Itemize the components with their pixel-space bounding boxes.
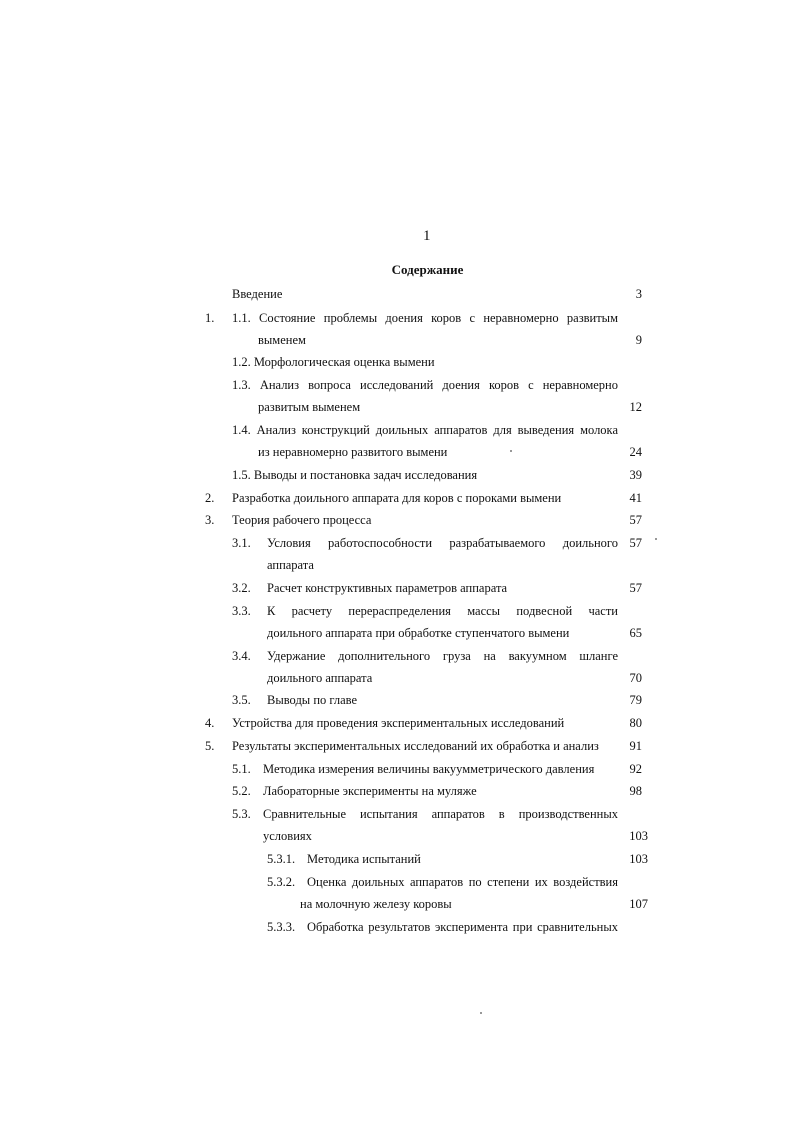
toc-entry-num: 3.5. <box>232 693 251 707</box>
toc-entry-text: Результаты экспериментальных исследований их обработка и анализ <box>232 739 599 753</box>
toc-entry-text: Условия работоспособности разрабатываемого доильного <box>267 536 618 550</box>
toc-entry-text: 1.1. Состояние проблемы доения коров с неравномерно развитым <box>232 311 618 325</box>
toc-entry-num: 2. <box>205 491 215 505</box>
toc-entry-num: 5. <box>205 739 215 753</box>
toc-entry-num: 4. <box>205 716 215 730</box>
toc-entry-text: 1.4. Анализ конструкций доильных аппаратов для выведения молока <box>232 423 618 437</box>
toc-entry-text: Методика измерения величины вакуумметрического давления <box>263 762 595 776</box>
toc-entry-text: Расчет конструктивных параметров аппарата <box>267 581 508 595</box>
toc-entry-text: Удержание дополнительного груза на вакуумном шланге <box>267 649 618 663</box>
toc-entry-page: 80 <box>629 716 642 730</box>
toc-entry-text: Лабораторные эксперименты на муляже <box>263 784 477 798</box>
toc-entry-cont: условиях <box>263 829 312 843</box>
toc-entry-text: К расчету перераспределения массы подвесной части <box>267 604 618 618</box>
scan-speck <box>480 1012 482 1014</box>
toc-entry-text: 1.2. Морфологическая оценка вымени <box>232 355 435 369</box>
toc-entry-page: 65 <box>629 626 642 640</box>
toc-entry-num: 3.1. <box>232 536 251 550</box>
toc-entry-text: Обработка результатов эксперимента при сравнительных <box>307 920 618 934</box>
scan-speck <box>510 450 512 452</box>
toc-entry-page: 91 <box>629 739 642 753</box>
toc-entry-cont: аппарата <box>267 558 314 572</box>
toc-entry-page: 103 <box>629 829 648 843</box>
toc-entry-page: 12 <box>629 400 642 414</box>
toc-entry-num: 5.3.1. <box>267 852 296 866</box>
toc-entry-num: 3. <box>205 513 215 527</box>
toc-entry-page: 57 <box>629 581 642 595</box>
toc-entry-page: 57 <box>629 536 642 550</box>
toc-entry-page: 107 <box>629 897 648 911</box>
toc-entry-text: Разработка доильного аппарата для коров с пороками вымени <box>232 491 562 505</box>
toc-entry-cont: на молочную железу коровы <box>300 897 452 911</box>
toc-entry-page: 39 <box>629 468 642 482</box>
toc-entry-num: 5.2. <box>232 784 251 798</box>
toc-entry-num: 5.3. <box>232 807 251 821</box>
toc-entry-page: 41 <box>629 491 642 505</box>
toc-entry-page: 70 <box>629 671 642 685</box>
toc-entry-num: 1. <box>205 311 215 325</box>
toc-entry-page: 57 <box>629 513 642 527</box>
toc-entry-text: Оценка доильных аппаратов по степени их воздействия <box>307 875 618 889</box>
page-number: 1 <box>423 228 431 244</box>
toc-entry-text: Выводы по главе <box>267 693 358 707</box>
toc-entry-page: 79 <box>629 693 642 707</box>
toc-entry-num: 5.3.2. <box>267 875 296 889</box>
toc-entry-num: 5.1. <box>232 762 251 776</box>
toc-entry-cont: доильного аппарата при обработке ступенчатого вымени <box>267 626 570 640</box>
toc-entry-text: 1.3. Анализ вопроса исследований доения коров с неравномерно <box>232 378 618 392</box>
toc-entry-text: Сравнительные испытания аппаратов в производственных <box>263 807 618 821</box>
toc-entry-cont: развитым выменем <box>258 400 361 414</box>
toc-entry-num: 3.4. <box>232 649 251 663</box>
toc-entry-num: 3.2. <box>232 581 251 595</box>
toc-entry-page: 3 <box>635 287 642 301</box>
toc-entry-page: 92 <box>629 762 642 776</box>
toc-entry-num: 5.3.3. <box>267 920 296 934</box>
toc-entry-text: Введение <box>232 287 283 301</box>
toc-entry-page: 103 <box>629 852 648 866</box>
toc-entry-text: Устройства для проведения экспериментальных исследований <box>232 716 565 730</box>
toc-entry-cont: доильного аппарата <box>267 671 373 685</box>
toc-entry-page: 24 <box>629 445 642 459</box>
toc-entry-text: 1.5. Выводы и постановка задач исследования <box>232 468 478 482</box>
toc-entry-cont: из неравномерно развитого вымени <box>258 445 448 459</box>
toc-title: Содержание <box>391 262 464 277</box>
toc-entry-num: 3.3. <box>232 604 251 618</box>
toc-entry-page: 98 <box>629 784 642 798</box>
scan-speck <box>655 538 657 540</box>
toc-entry-cont: выменем <box>258 333 306 347</box>
toc-entry-text: Теория рабочего процесса <box>232 513 372 527</box>
toc-entry-page: 9 <box>635 333 642 347</box>
toc-entry-text: Методика испытаний <box>307 852 421 866</box>
